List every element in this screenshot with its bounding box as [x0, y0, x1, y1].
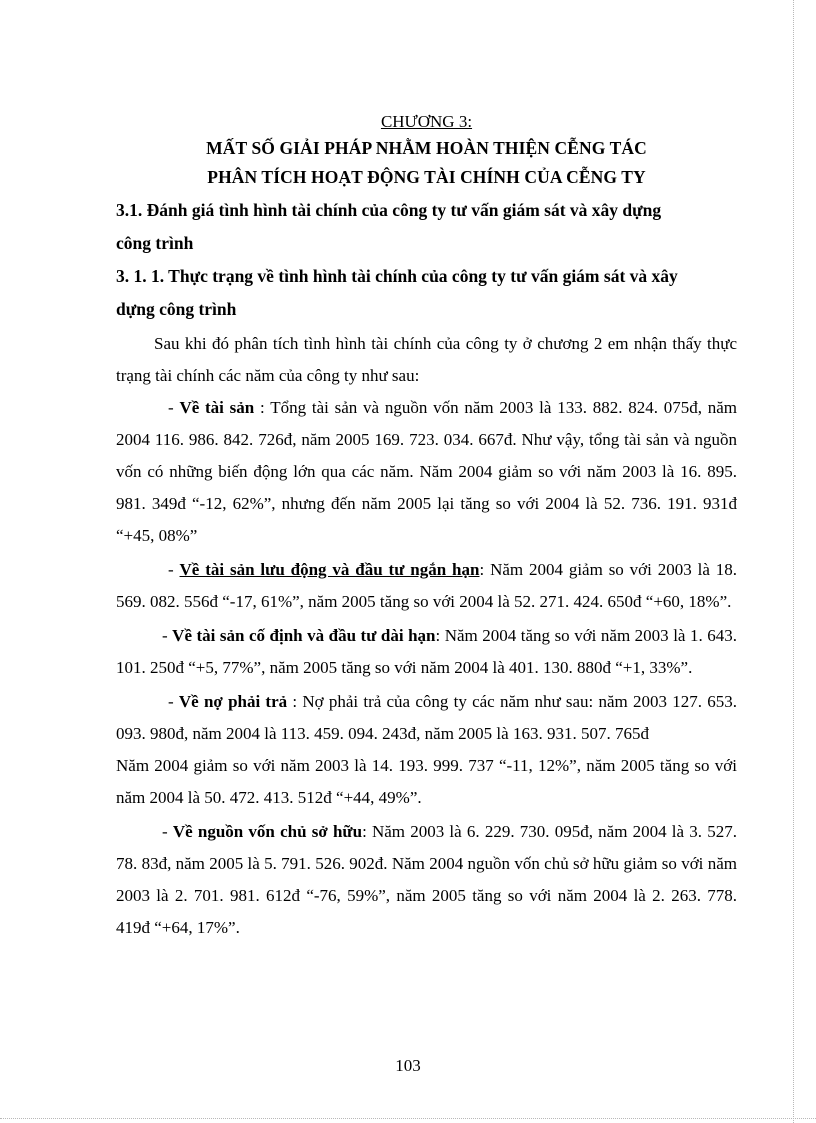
current-assets-prefix: - [168, 560, 180, 579]
assets-prefix: - [168, 398, 180, 417]
fixed-assets-prefix: - [162, 626, 173, 645]
page-edge-bottom [0, 1118, 816, 1119]
liabilities-label: Về nợ phải trả [178, 692, 288, 711]
assets-separator: : [254, 398, 271, 417]
page-number: 103 [395, 1056, 421, 1075]
chapter-title-line-1: MẤT SỐ GIẢI PHÁP NHẰM HOÀN THIỆN CỄNG TÁC [206, 138, 647, 158]
current-assets-paragraph [116, 554, 737, 618]
section-3-1-heading [116, 194, 737, 260]
assets-paragraph [116, 392, 737, 552]
section-3-1-1-heading [116, 260, 737, 326]
fixed-assets-label: Về tài sản cố định và đầu tư dài hạn [172, 626, 436, 645]
current-assets-separator: : [479, 560, 491, 579]
liabilities-followup-paragraph: Năm 2004 giảm so với năm 2003 là 14. 193. 999. 737 “-11, 12%”, năm 2005 tăng so với năm 2004 là 50. 472. 413. 512đ “+44, 49%”. [116, 756, 737, 807]
current-assets-text: Năm 2004 giảm so với 2003 là 18. 569. 082. 556đ “-17, 61%”, năm 2005 tăng so với 2004 là 52. 271. 424. 650đ “+60, 18%”. [116, 560, 737, 611]
fixed-assets-text: Năm 2004 tăng so với năm 2003 là 1. 643. 101. 250đ “+5, 77%”, năm 2005 tăng so với năm 2004 là 401. 130. 880đ “+1, 33%”. [116, 626, 737, 677]
equity-paragraph [116, 816, 737, 944]
equity-separator: : [362, 822, 372, 841]
assets-label: Về tài sản [179, 398, 255, 417]
fixed-assets-separator: : [435, 626, 445, 645]
equity-prefix: - [162, 822, 173, 841]
liabilities-text: Nợ phải trả của công ty các năm như sau: năm 2003 127. 653. 093. 980đ, năm 2004 là 113. 459. 094. 243đ, năm 2005 là 163. 931. 507. 765đ [116, 692, 737, 743]
document-body [116, 110, 737, 944]
intro-paragraph: Sau khi đó phân tích tình hình tài chính của công ty ở chương 2 em nhận thấy thực trạng tài chính các năm của công ty như sau: [116, 334, 737, 385]
liabilities-prefix: - [168, 692, 179, 711]
liabilities-separator: : [287, 692, 303, 711]
chapter-label: CHƯƠNG 3: [380, 112, 473, 131]
chapter-title-line-2: PHÂN TÍCH HOẠT ĐỘNG TÀI CHÍNH CỦA CỄNG TY [207, 167, 646, 187]
page-edge-right [793, 0, 794, 1123]
equity-text: Năm 2003 là 6. 229. 730. 095đ, năm 2004 là 3. 527. 78. 83đ, năm 2005 là 5. 791. 526. 902đ. Năm 2004 nguồn vốn chủ sở hữu giảm so với năm 2003 là 2. 701. 981. 612đ “-76, 59%”, năm 2005 tăng so với năm 2004 là 2. 263. 778. 419đ “+64, 17%”. [116, 822, 737, 937]
section-3-1-heading-line-1: 3.1. Đánh giá tình hình tài chính của công ty tư vấn giám sát và xây dựng [116, 200, 662, 220]
section-3-1-1-heading-line-1: 3. 1. 1. Thực trạng về tình hình tài chính của công ty tư vấn giám sát và xây [116, 266, 678, 286]
assets-text: Tổng tài sản và nguồn vốn năm 2003 là 133. 882. 824. 075đ, năm 2004 116. 986. 842. 726đ, năm 2005 169. 723. 034. 667đ. Như vậy, tổng tài sản và nguồn vốn có những biến động lớn qua các năm. Năm 2004 giảm so với năm 2003 là 16. 895. 981. 349đ “-12, 62%”, nhưng đến năm 2005 lại tăng so với 2004 là 52. 736. 191. 931đ “+45, 08%” [116, 398, 738, 545]
liabilities-paragraph [116, 686, 737, 750]
equity-label: Về nguồn vốn chủ sở hữu [172, 822, 363, 841]
section-3-1-heading-line-2: công trình [116, 233, 194, 253]
fixed-assets-paragraph [116, 620, 737, 684]
section-3-1-1-heading-line-2: dựng công trình [116, 299, 237, 319]
current-assets-label: Về tài sản lưu động và đầu tư ngắn hạn [179, 560, 480, 579]
